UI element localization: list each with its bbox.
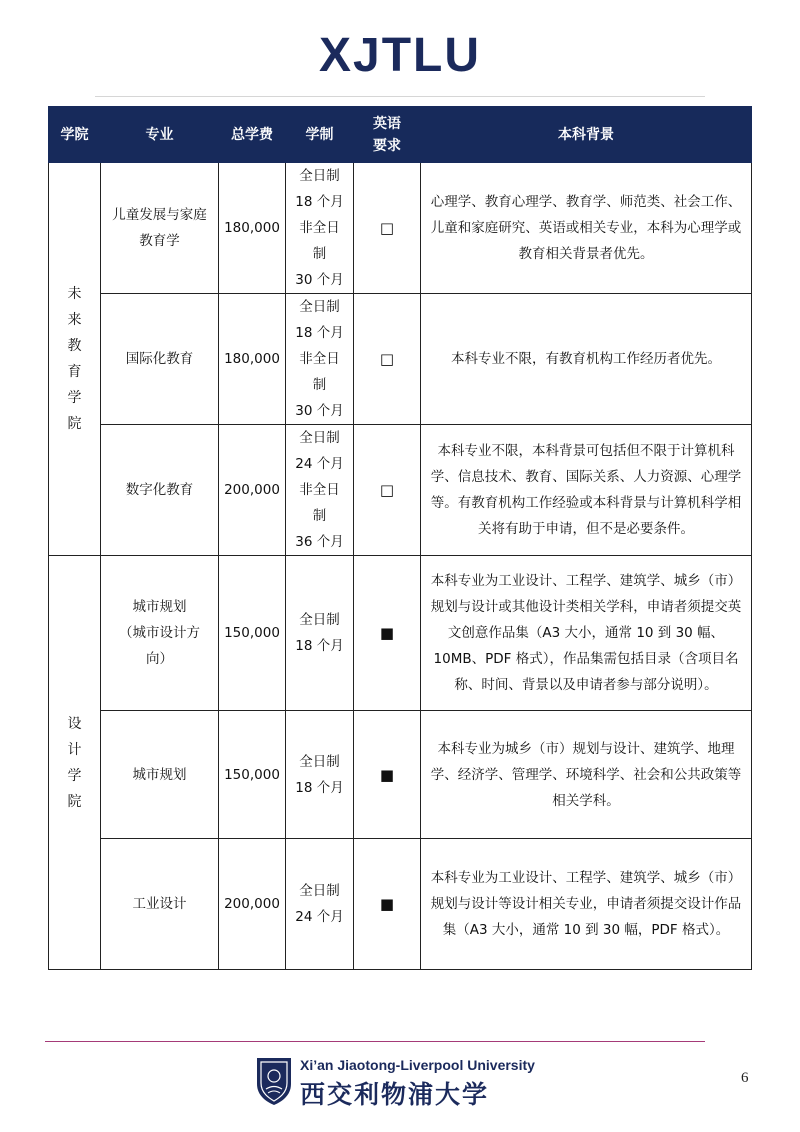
duration-cell: 全日制 18 个月 非全日 制 30 个月 [286,163,354,294]
header-major: 专业 [101,107,219,163]
college-cell: 设 计 学 院 [49,556,101,970]
tuition-cell: 150,000 [219,556,286,711]
tuition-cell: 180,000 [219,294,286,425]
tuition-cell: 200,000 [219,425,286,556]
duration-cell: 全日制 18 个月 非全日 制 30 个月 [286,294,354,425]
background-cell: 本科专业为工业设计、工程学、建筑学、城乡（市）规划与设计等设计相关专业，申请者须提交设计作品集（A3 大小，通常 10 到 30 幅，PDF 格式）。 [421,839,752,970]
major-cell: 国际化教育 [101,294,219,425]
duration-cell: 全日制 24 个月 [286,839,354,970]
major-cell: 儿童发展与家庭 教育学 [101,163,219,294]
page-number: 6 [741,1070,749,1086]
major-cell: 工业设计 [101,839,219,970]
english-requirement-cell: □ [354,294,421,425]
header-tuition: 总学费 [219,107,286,163]
duration-cell: 全日制 24 个月 非全日 制 36 个月 [286,425,354,556]
university-crest-icon [255,1056,293,1106]
background-cell: 本科专业为工业设计、工程学、建筑学、城乡（市）规划与设计或其他设计类相关学科，申请者须提交英文创意作品集（A3 大小，通常 10 到 30 幅、10MB、PDF 格式），作品集需包括目录（含项目名称、时间、背景以及申请者参与部分说明）。 [421,556,752,711]
duration-cell: 全日制 18 个月 [286,556,354,711]
tuition-cell: 200,000 [219,839,286,970]
background-cell: 心理学、教育心理学、教育学、师范类、社会工作、儿童和家庭研究、英语或相关专业，本科为心理学或教育相关背景者优先。 [421,163,752,294]
english-requirement-cell: □ [354,163,421,294]
header-duration: 学制 [286,107,354,163]
english-requirement-cell: ■ [354,556,421,711]
college-cell: 未 来 教 育 学 院 [49,163,101,556]
english-requirement-cell: □ [354,425,421,556]
duration-cell: 全日制 18 个月 [286,711,354,839]
table-row [49,839,752,970]
table-header-row [49,107,752,163]
tuition-cell: 180,000 [219,163,286,294]
programs-table [48,106,752,970]
header-college: 学院 [49,107,101,163]
table-row [49,556,752,711]
header-english: 英语 要求 [354,107,421,163]
university-name-chinese: 西交利物浦大学 [300,1080,490,1109]
english-requirement-cell: ■ [354,711,421,839]
major-cell: 城市规划 （城市设计方 向） [101,556,219,711]
background-cell: 本科专业为城乡（市）规划与设计、建筑学、地理学、经济学、管理学、环境科学、社会和公共政策等相关学科。 [421,711,752,839]
table-row [49,711,752,839]
table-row [49,163,752,294]
major-cell: 数字化教育 [101,425,219,556]
table-row [49,425,752,556]
tuition-cell: 150,000 [219,711,286,839]
footer-divider [45,1041,705,1042]
table-row [49,294,752,425]
background-cell: 本科专业不限，本科背景可包括但不限于计算机科学、信息技术、教育、国际关系、人力资源、心理学等。有教育机构工作经验或本科背景与计算机科学相关将有助于申请，但不是必要条件。 [421,425,752,556]
xjtlu-logo: XJTLU [318,29,481,82]
header-background: 本科背景 [421,107,752,163]
major-cell: 城市规划 [101,711,219,839]
header-divider [95,96,705,97]
background-cell: 本科专业不限，有教育机构工作经历者优先。 [421,294,752,425]
university-name-english: Xi’an Jiaotong-Liverpool University [300,1057,535,1073]
english-requirement-cell: ■ [354,839,421,970]
